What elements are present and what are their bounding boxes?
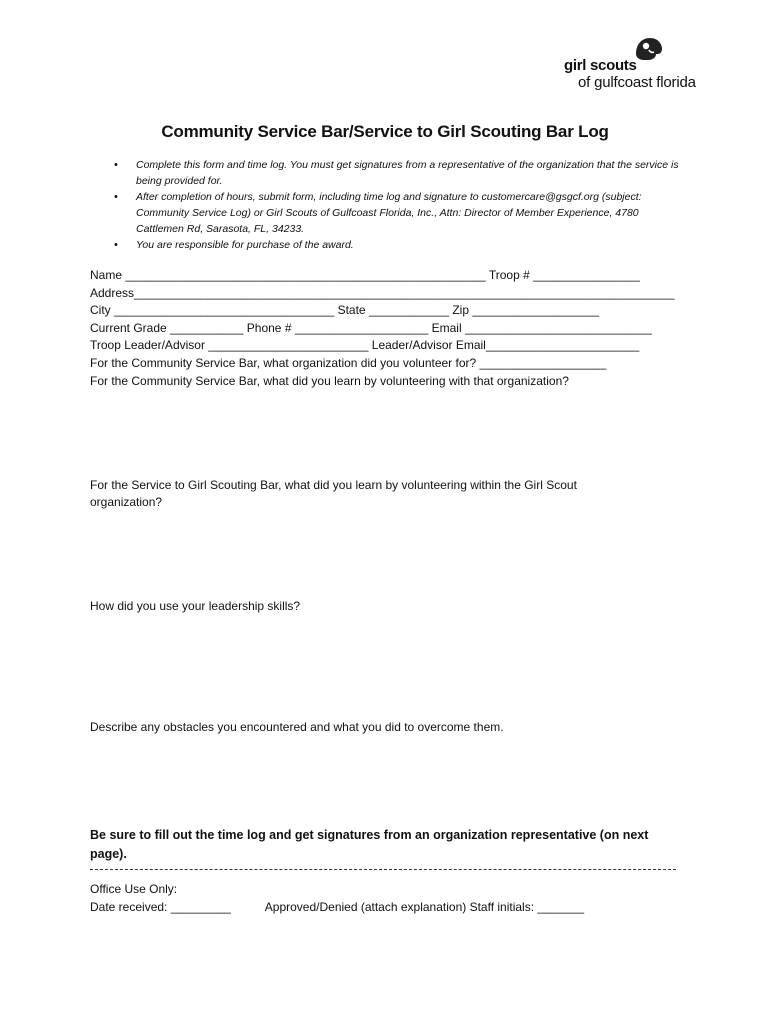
approved-denied-field[interactable]: Approved/Denied (attach explanation) Staff initials: _______ bbox=[264, 900, 585, 914]
organization-row[interactable]: For the Community Service Bar, what organization did you volunteer for? ___________________ bbox=[90, 355, 607, 370]
date-received-field[interactable]: Date received: _________ bbox=[90, 900, 231, 914]
obstacles-question: Describe any obstacles you encountered and what you did to overcome them. bbox=[90, 720, 504, 734]
page-title: Community Service Bar/Service to Girl Scouting Bar Log bbox=[161, 122, 609, 141]
service-bar-question: For the Service to Girl Scouting Bar, what did you learn by volunteering within the Girl Scout organization? bbox=[90, 478, 577, 509]
leader-row[interactable]: Troop Leader/Advisor ________________________ Leader/Advisor Email_______________________ bbox=[90, 338, 640, 353]
instructions-list bbox=[110, 157, 680, 253]
address-row[interactable]: Address_________________________________________________________________________________ bbox=[90, 285, 675, 300]
name-troop-row[interactable]: Name ______________________________________________________ Troop # ________________ bbox=[90, 268, 640, 282]
office-use-section bbox=[90, 880, 584, 916]
office-row bbox=[90, 898, 584, 916]
city-state-zip-row[interactable]: City _________________________________ State ____________ Zip ___________________ bbox=[90, 303, 600, 318]
instruction-item: • After completion of hours, submit form, including time log and signature to customercare@gsgcf.org (subject: Community Service Log) or Girl Scouts of Gulfcoast Florida, Inc., Attn: Director of Member Experience, 4780 Cattlemen Rd, Sarasota, FL, 34233. bbox=[110, 189, 680, 237]
dashed-divider bbox=[90, 869, 676, 870]
logo-line-1: girl scouts bbox=[564, 57, 637, 74]
girl-scouts-logo bbox=[560, 36, 720, 96]
form-fields bbox=[90, 267, 690, 390]
office-heading: Office Use Only: bbox=[90, 882, 178, 896]
instruction-item: • You are responsible for purchase of the award. bbox=[110, 237, 680, 253]
signature-note: Be sure to fill out the time log and get signatures from an organization representative (on next page). bbox=[90, 828, 649, 861]
instruction-item: • Complete this form and time log. You must get signatures from a representative of the organization that the service is being provided for. bbox=[110, 157, 680, 189]
community-learn-question: For the Community Service Bar, what did you learn by volunteering with that organization? bbox=[90, 373, 569, 388]
trefoil-profile-icon bbox=[632, 36, 666, 62]
grade-phone-email-row[interactable]: Current Grade ___________ Phone # ____________________ Email ____________________________ bbox=[90, 320, 652, 335]
logo-line-2: of gulfcoast florida bbox=[578, 74, 696, 91]
leadership-question: How did you use your leadership skills? bbox=[90, 599, 301, 613]
